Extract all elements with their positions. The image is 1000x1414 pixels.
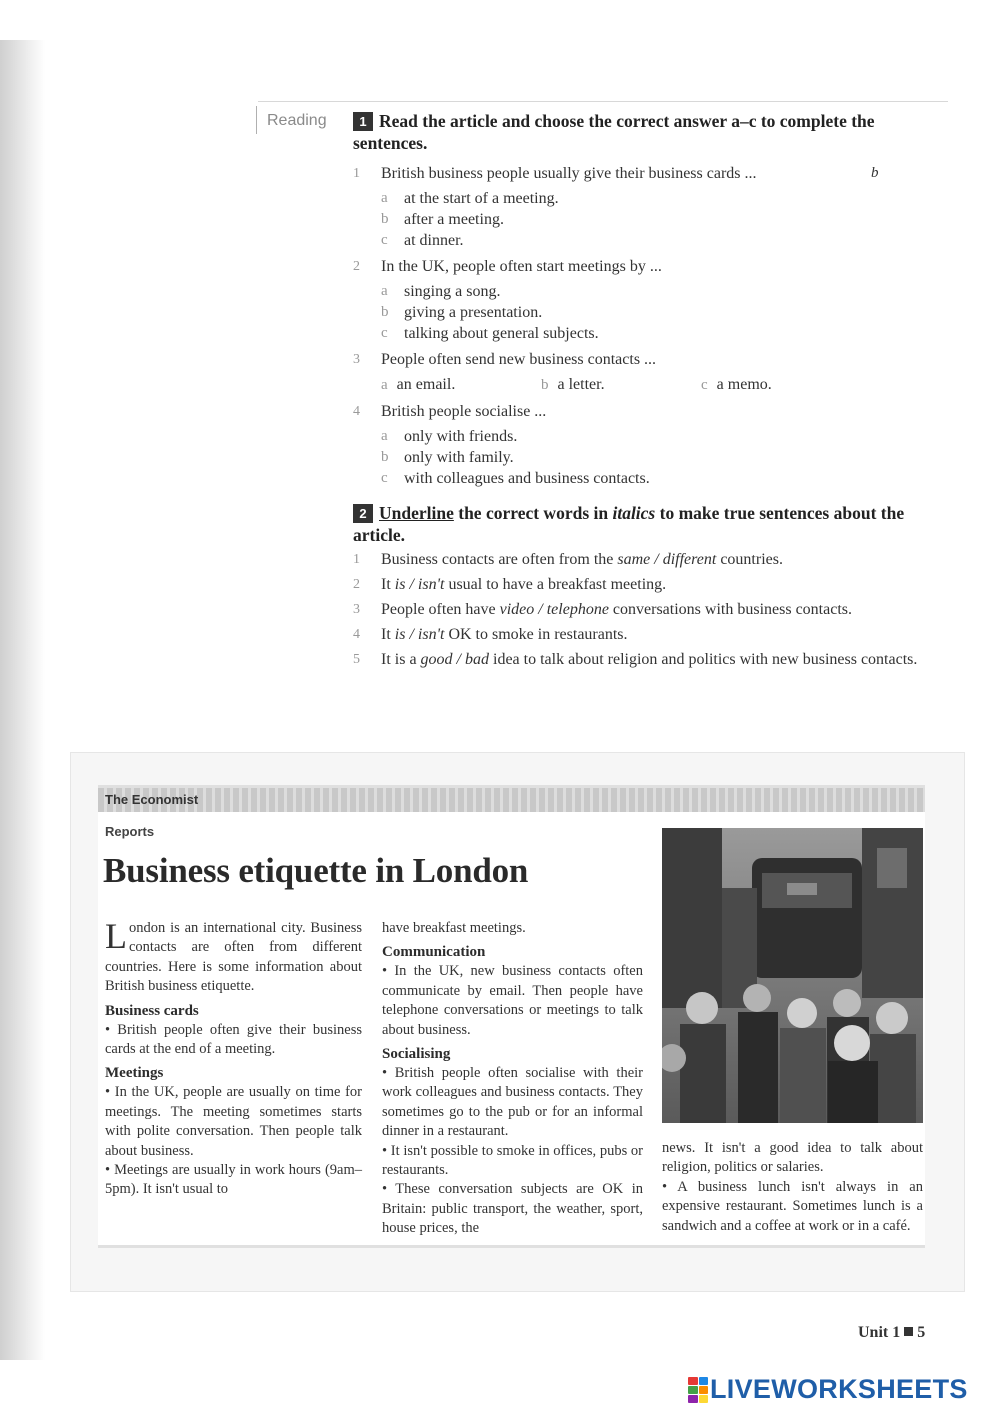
question-3: 3 People often send new business contacts ...	[353, 351, 657, 368]
word-choice[interactable]: video / telephone	[499, 601, 609, 618]
option[interactable]: c talking about general subjects.	[381, 325, 599, 342]
exercise-1-instruction: 1 Read the article and choose the correct answer a–c to complete the sentences.	[353, 111, 875, 153]
option[interactable]: a only with friends.	[381, 428, 518, 445]
option[interactable]: a an email.	[381, 376, 456, 393]
section-name: Reports	[105, 824, 155, 839]
option[interactable]: a at the start of a meeting.	[381, 190, 559, 207]
publication-name: The Economist	[105, 792, 199, 807]
question-4: 4 British people socialise ...	[353, 403, 547, 420]
article-panel	[70, 752, 965, 1292]
sentence-1: 1 Business contacts are often from the same / different countries.	[353, 551, 783, 568]
article-body	[98, 785, 925, 1248]
exercise-number-badge: 2	[353, 504, 373, 523]
exercise-2-instruction: 2 Underline the correct words in italics to make true sentences about the article.	[353, 503, 905, 545]
option[interactable]: c with colleagues and business contacts.	[381, 470, 650, 487]
answer-field[interactable]: b	[871, 165, 879, 181]
question-2: 2 In the UK, people often start meetings by ...	[353, 258, 662, 275]
page-edge-shadow	[0, 40, 45, 1360]
option[interactable]: b after a meeting.	[381, 211, 504, 228]
brand-bar	[98, 788, 925, 812]
exercise-number-badge: 1	[353, 112, 373, 131]
subheading: Meetings	[105, 1065, 164, 1082]
sentence-4: 4 It is / isn't OK to smoke in restaurants.	[353, 626, 628, 643]
word-choice[interactable]: same / different	[617, 551, 717, 568]
option[interactable]: c a memo.	[701, 376, 772, 393]
liveworksheets-watermark: LIVEWORKSHEETS	[688, 1374, 968, 1405]
option[interactable]: c at dinner.	[381, 232, 464, 249]
article-headline: Business etiquette in London	[103, 851, 529, 890]
exercise-2	[353, 502, 928, 670]
sentence-5: 5 It is a good / bad idea to talk about religion and politics with new business contacts.	[353, 651, 918, 668]
word-choice[interactable]: is / isn't	[394, 576, 445, 593]
page-footer: Unit 1 5	[858, 1324, 926, 1341]
option[interactable]: b giving a presentation.	[381, 304, 543, 321]
subheading: Communication	[382, 944, 486, 961]
article-column-2: have breakfast meetings. Communication • In the UK, new business contacts often communicate by email. Then people have telephone conversations or meetings to talk about business. Socialising • British people often socialise with their work colleagues and business contacts. They sometimes go to the pub or for an informal dinner in a restaurant. • It isn't possible to smoke in offices, pubs or restaurants. • These conversation subjects are OK in Britain: public transport, the weather, sport, house prices, the	[382, 920, 643, 1237]
option[interactable]: b a letter.	[541, 376, 605, 393]
subheading: Business cards	[105, 1002, 199, 1019]
options-row	[353, 374, 928, 396]
section-label: Reading	[256, 106, 327, 134]
article-column-1: London is an international city. Business contacts are often from different countries. Here is some information about British business etiquette. Business cards • British people often give their business cards at the end of a meeting. Meetings • In the UK, people are usually on time for meetings. The meeting sometimes starts with polite conversation. Then people talk about business. • Meetings are usually in work hours (9am–5pm). It isn't usual to	[105, 916, 362, 1198]
square-bullet-icon	[904, 1327, 913, 1336]
article-column-3: news. It isn't a good idea to talk about religion, politics or salaries. • A business lunch isn't always in an expensive restaurant. Sometimes lunch is a sandwich and a coffee at work or in a café.	[662, 1140, 923, 1234]
exercise-1	[353, 110, 928, 489]
option[interactable]: a singing a song.	[381, 283, 501, 300]
drop-cap: L	[105, 916, 127, 956]
street-crowd-photo	[662, 828, 923, 1123]
word-choice[interactable]: good / bad	[420, 651, 489, 668]
liveworksheets-logo-icon	[688, 1377, 708, 1403]
top-divider	[258, 101, 948, 102]
sentence-3: 3 People often have video / telephone conversations with business contacts.	[353, 601, 852, 618]
sentence-2: 2 It is / isn't usual to have a breakfast meeting.	[353, 576, 667, 593]
question-1: 1 British business people usually give their business cards ... b	[353, 165, 879, 182]
option[interactable]: b only with family.	[381, 449, 514, 466]
word-choice[interactable]: is / isn't	[394, 626, 445, 643]
subheading: Socialising	[382, 1046, 451, 1063]
